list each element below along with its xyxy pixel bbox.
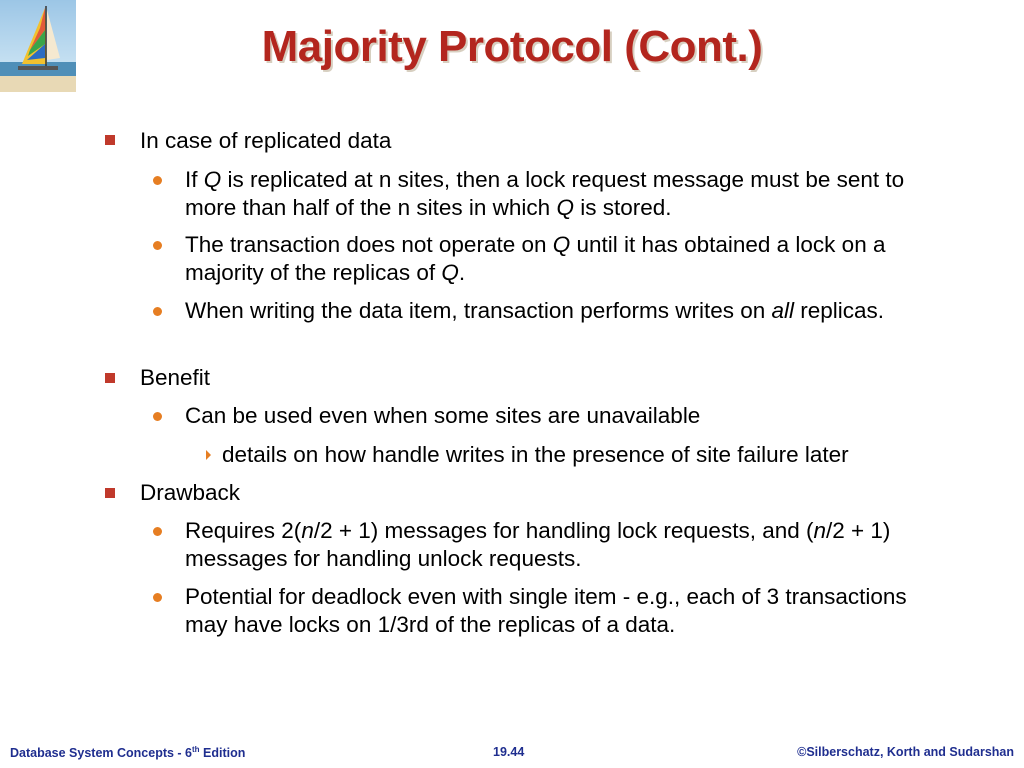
bullet-replicated-data: In case of replicated data [140, 128, 392, 153]
bullet-drawback: Drawback [140, 480, 241, 505]
bullet-site-failure: details on how handle writes in the presence of site failure later [222, 442, 849, 467]
footer-book-title: Database System Concepts - 6th Edition [10, 745, 246, 761]
dot-bullet-icon [153, 593, 162, 602]
bullet-sites-unavailable: Can be used even when some sites are unavailable [185, 403, 701, 428]
bullet-transaction-operate: The transaction does not operate on Q until it has obtained a lock on a majority of the replicas of Q. [185, 232, 886, 285]
dot-bullet-icon [153, 241, 162, 250]
bullet-requires-messages: Requires 2(n/2 + 1) messages for handling lock requests, and (n/2 + 1) messages for handling unlock requests. [185, 518, 891, 571]
bullet-benefit: Benefit [140, 365, 211, 390]
footer-copyright: ©Silberschatz, Korth and Sudarshan [797, 745, 1014, 759]
dot-bullet-icon [153, 412, 162, 421]
dot-bullet-icon [153, 527, 162, 536]
bullet-writing-all: When writing the data item, transaction performs writes on all replicas. [185, 298, 885, 323]
bullet-deadlock: Potential for deadlock even with single item - e.g., each of 3 transactions may have locks on 1/3rd of the replicas of a data. [185, 584, 907, 637]
square-bullet-icon [105, 488, 115, 498]
triangle-bullet-icon [206, 450, 211, 460]
dot-bullet-icon [153, 307, 162, 316]
square-bullet-icon [105, 373, 115, 383]
slide-title: Majority Protocol (Cont.) [261, 22, 763, 71]
bullet-if-q-replicated: If Q is replicated at n sites, then a lock request message must be sent to more than half of the n sites in which Q is stored. [185, 167, 905, 220]
square-bullet-icon [105, 135, 115, 145]
footer-page-number: 19.44 [493, 745, 525, 759]
dot-bullet-icon [153, 176, 162, 185]
